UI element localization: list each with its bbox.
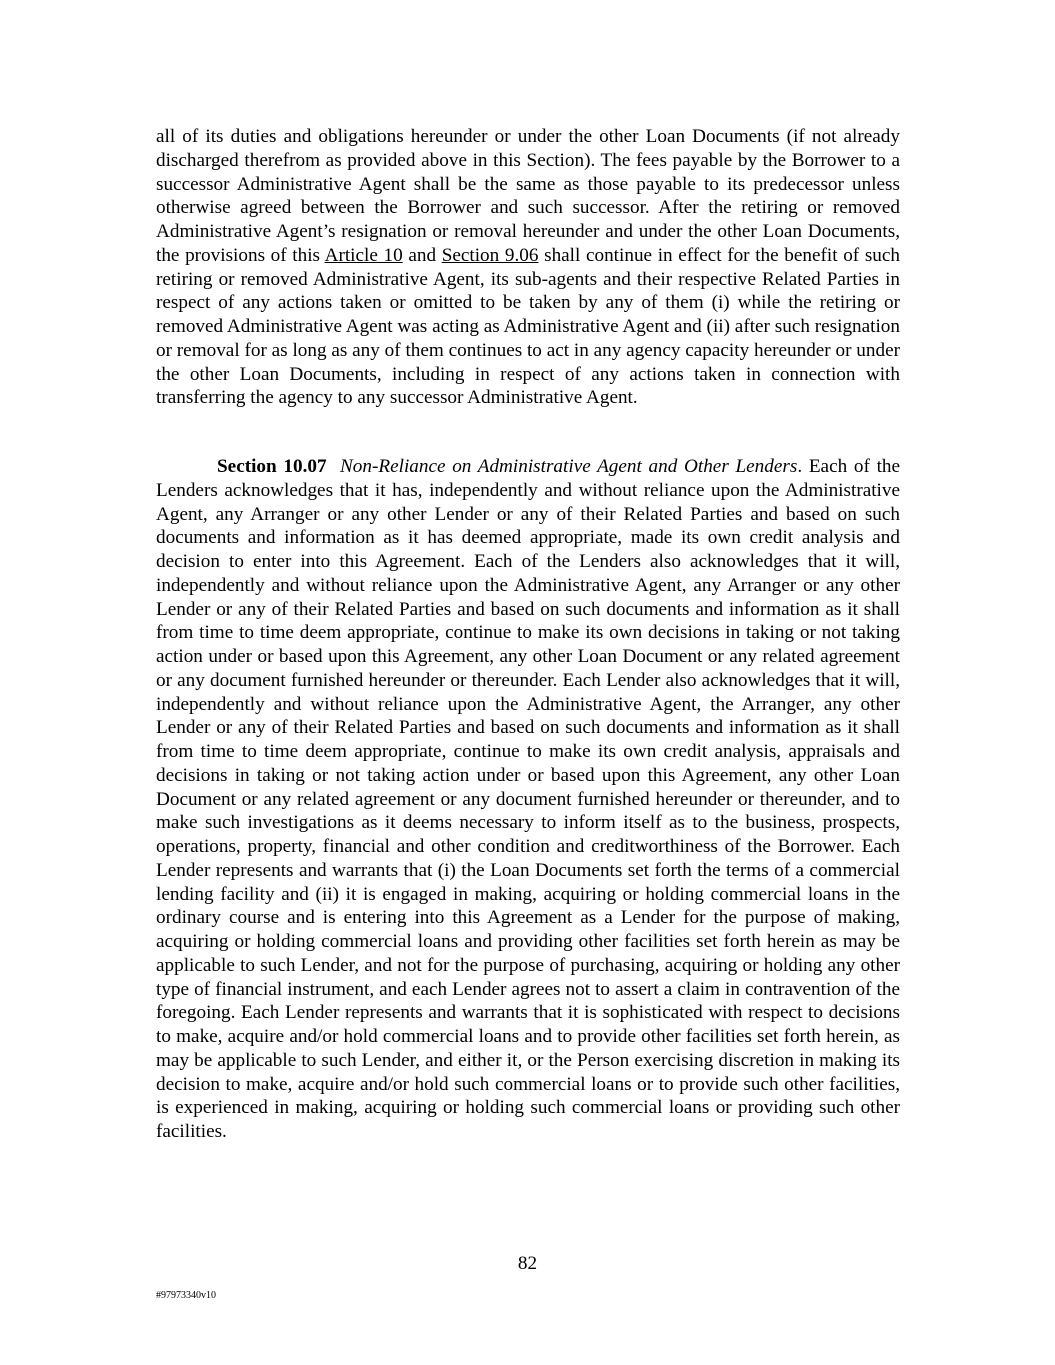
article-10-reference: Article 10 [324, 244, 403, 266]
section-title: Non-Reliance on Administrative Agent and Other Lenders [340, 456, 798, 477]
section-10-07-paragraph [156, 455, 900, 1144]
page-number: 82 [517, 1253, 538, 1274]
section-9-06-reference: Section 9.06 [441, 244, 539, 266]
paragraph-text: and [402, 244, 442, 266]
section-body: . Each of the Lenders acknowledges that it has, independently and without reliance upon the Administrative Agent, any Arranger or any other Lender or any of their Related Parties and based on such documents and information as it has deemed appropriate, made its own credit analysis and decision to enter into this Agreement. Each of the Lenders also acknowledges that it will, independently and without reliance upon the Administrative Agent, any Arranger or any other Lender or any of their Related Parties and based on such documents and information as it shall from time to time deem appropriate, continue to make its own decisions in taking or not taking action under or based upon this Agreement, any other Loan Document or any related agreement or any document furnished hereunder or thereunder. Each Lender also acknowledges that it will, independently and without reliance upon the Administrative Agent, the Arranger, any other Lender or any of their Related Parties and based on such documents and information as it shall from time to time deem appropriate, continue to make its own credit analysis, appraisals and decisions in taking or not taking action under or based upon this Agreement, any other Loan Document or any related agreement or any document furnished hereunder or thereunder, and to make such investigations as it deems necessary to inform itself as to the business, prospects, operations, property, financial and other condition and creditworthiness of the Borrower. Each Lender represents and warrants that (i) the Loan Documents set forth the terms of a commercial lending facility and (ii) it is engaged in making, acquiring or holding commercial loans in the ordinary course and is entering into this Agreement as a Lender for the purpose of making, acquiring or holding commercial loans and providing other facilities set forth herein as may be applicable to such Lender, and not for the purpose of purchasing, acquiring or holding any other type of financial instrument, and each Lender agrees not to assert a claim in contravention of the foregoing. Each Lender represents and warrants that it is sophisticated with respect to decisions to make, acquire and/or hold commercial loans and to provide other facilities set forth herein, as may be applicable to such Lender, and either it, or the Person exercising discretion in making its decision to make, acquire and/or hold such commercial loans or to provide such other facilities, is experienced in making, acquiring or holding such commercial loans or providing such other facilities. [156, 456, 901, 1142]
section-number: Section 10.07 [217, 456, 327, 477]
paragraph-text: shall continue in effect for the benefit of such retiring or removed Administrative Agent, its sub-agents and their respective Related Parties in respect of any actions taken or omitted to be taken by any of them (i) while the retiring or removed Administrative Agent was acting as Administrative Agent and (ii) after such resignation or removal for as long as any of them continues to act in any agency capacity hereunder or under the other Loan Documents, including in respect of any actions taken in connection with transferring the agency to any successor Administrative Agent. [156, 244, 900, 409]
paragraph-text: all of its duties and obligations hereunder or under the other Loan Documents (if not already discharged therefrom as provided above in this Section). The fees payable by the Borrower to a successor Administrative Agent shall be the same as those payable to its predecessor unless otherwise agreed between the Borrower and such successor. After the retiring or removed Administrative Agent’s resignation or removal hereunder and under the other Loan Documents, the provisions of this [156, 126, 900, 266]
document-id: #97973340v10 [156, 1290, 216, 1301]
continuation-paragraph [156, 125, 900, 410]
